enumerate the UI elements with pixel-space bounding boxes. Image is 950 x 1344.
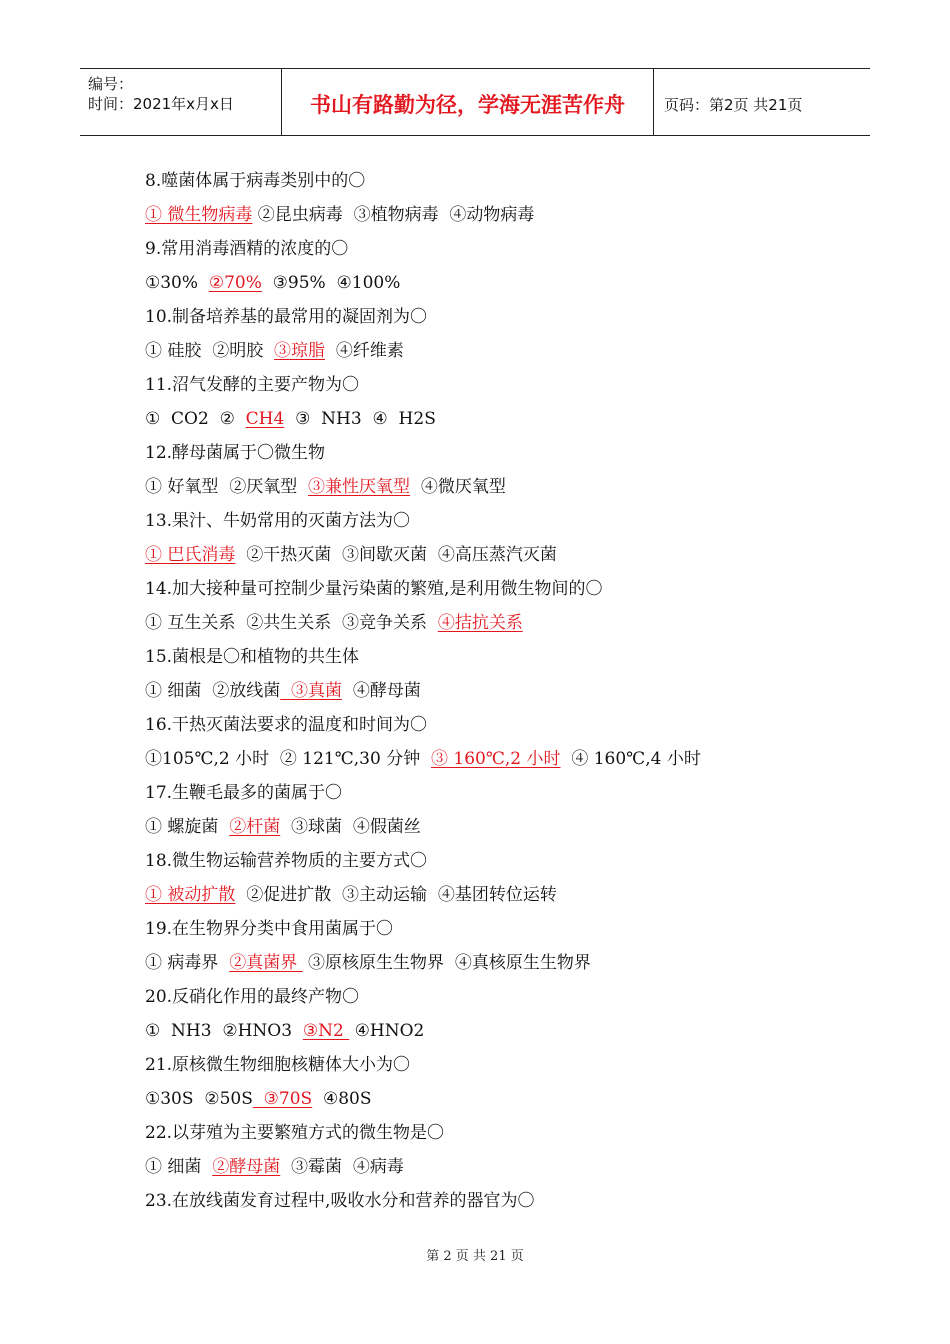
line-text: 18.微生物运输营养物质的主要方式〇 [145,851,428,871]
text-line [145,574,845,608]
text-line [145,1152,845,1186]
text-line [145,404,845,438]
line-text: ① CO2 ② [145,409,246,429]
line-text: ③ NH3 ④ H2S [284,409,436,429]
line-text: ④微厌氧型 [410,477,506,497]
line-text: ①30S ②50S [145,1089,253,1109]
text-line [145,914,845,948]
text-line [145,744,845,778]
text-line [145,812,845,846]
answer-highlight: ① 被动扩散 [145,885,236,905]
text-line [145,370,845,404]
text-line [145,676,845,710]
answer-highlight: ②真菌界 [229,953,303,973]
text-line [145,438,845,472]
text-line [145,778,845,812]
text-line [145,1084,845,1118]
line-text: ① 硅胶 ②明胶 [145,341,275,361]
line-text: ②促进扩散 ③主动运输 ④基团转位运转 [235,885,557,905]
text-line [145,166,845,200]
answer-highlight: ③N2 [302,1021,350,1041]
header-meta [80,69,282,135]
line-text: ① NH3 ②HNO3 [145,1021,303,1041]
line-text: 23.在放线菌发育过程中,吸收水分和营养的器官为〇 [145,1191,535,1211]
line-text: ③球菌 ④假菌丝 [280,817,421,837]
line-text: ②昆虫病毒 ③植物病毒 ④动物病毒 [252,205,535,225]
line-text: 12.酵母菌属于〇微生物 [145,443,326,463]
text-line [145,948,845,982]
text-line [145,642,845,676]
number-label: 编号： [88,75,134,93]
answer-highlight: ③ 160℃,2 小时 [431,749,561,769]
text-line [145,234,845,268]
answer-highlight: ① 巴氏消毒 [145,545,236,565]
answer-highlight: CH4 [245,409,285,429]
line-text: ① 病毒界 [145,953,230,973]
text-line [145,200,845,234]
line-text: 14.加大接种量可控制少量污染菌的繁殖,是利用微生物间的〇 [145,579,603,599]
text-line [145,472,845,506]
text-line [145,268,845,302]
text-line [145,982,845,1016]
text-line [145,506,845,540]
line-text: 16.干热灭菌法要求的温度和时间为〇 [145,715,428,735]
line-text: ④80S [312,1089,372,1109]
answer-highlight: ③琼脂 [274,341,326,361]
text-line [145,1118,845,1152]
answer-highlight: ④拮抗关系 [437,613,523,633]
answer-highlight: ③70S [252,1089,313,1109]
line-text: ②干热灭菌 ③间歇灭菌 ④高压蒸汽灭菌 [235,545,557,565]
answer-highlight: ① 微生物病毒 [145,205,253,225]
line-text: ① 细菌 ②放线菌 [145,681,281,701]
header-motto: 书山有路勤为径，学海无涯苦作舟 [282,69,654,135]
line-text: ③原核原生生物界 ④真核原生生物界 [302,953,591,973]
document-header [80,68,870,136]
line-text: ①105℃,2 小时 ② 121℃,30 分钟 [145,749,432,769]
answer-highlight: ③真菌 [280,681,343,701]
answer-highlight: ③兼性厌氧型 [308,477,411,497]
text-line [145,880,845,914]
line-text: 22.以芽殖为主要繁殖方式的微生物是〇 [145,1123,445,1143]
text-line [145,540,845,574]
line-text: ① 细菌 [145,1157,213,1177]
line-text: ④ 160℃,4 小时 [560,749,701,769]
page-footer: 第 2 页 共 21 页 [426,1249,524,1264]
text-line [145,710,845,744]
text-line [145,846,845,880]
line-text: ③95% ④100% [261,273,401,293]
line-text: 19.在生物界分类中食用菌属于〇 [145,919,394,939]
answer-highlight: ②酵母菌 [212,1157,281,1177]
text-line [145,336,845,370]
line-text: 10.制备培养基的最常用的凝固剂为〇 [145,307,428,327]
line-text: ④纤维素 [325,341,404,361]
text-line [145,608,845,642]
line-text: 17.生鞭毛最多的菌属于〇 [145,783,343,803]
answer-highlight: ②70% [208,273,262,293]
line-text: 8.噬菌体属于病毒类别中的〇 [145,171,366,191]
line-text: ①30% [145,273,209,293]
line-text: ① 螺旋菌 [145,817,230,837]
line-text: ① 互生关系 ②共生关系 ③竞争关系 [145,613,438,633]
line-text: 20.反硝化作用的最终产物〇 [145,987,360,1007]
text-line [145,1186,845,1220]
line-text: 11.沼气发酵的主要产物为〇 [145,375,360,395]
text-line [145,1050,845,1084]
line-text: 9.常用消毒酒精的浓度的〇 [145,239,349,259]
text-line [145,302,845,336]
line-text: ④酵母菌 [342,681,421,701]
question-list [145,166,845,1220]
line-text: 13.果汁、牛奶常用的灭菌方法为〇 [145,511,411,531]
answer-highlight: ②杆菌 [229,817,281,837]
line-text: ① 好氧型 ②厌氧型 [145,477,309,497]
line-text: ④HNO2 [349,1021,425,1041]
header-page-number: 页码：第2页 共21页 [664,95,803,114]
line-text: 21.原核微生物细胞核糖体大小为〇 [145,1055,411,1075]
line-text: ③霉菌 ④病毒 [280,1157,404,1177]
text-line [145,1016,845,1050]
time-label: 时间：2021年x月x日 [88,95,234,113]
line-text: 15.菌根是〇和植物的共生体 [145,647,360,667]
